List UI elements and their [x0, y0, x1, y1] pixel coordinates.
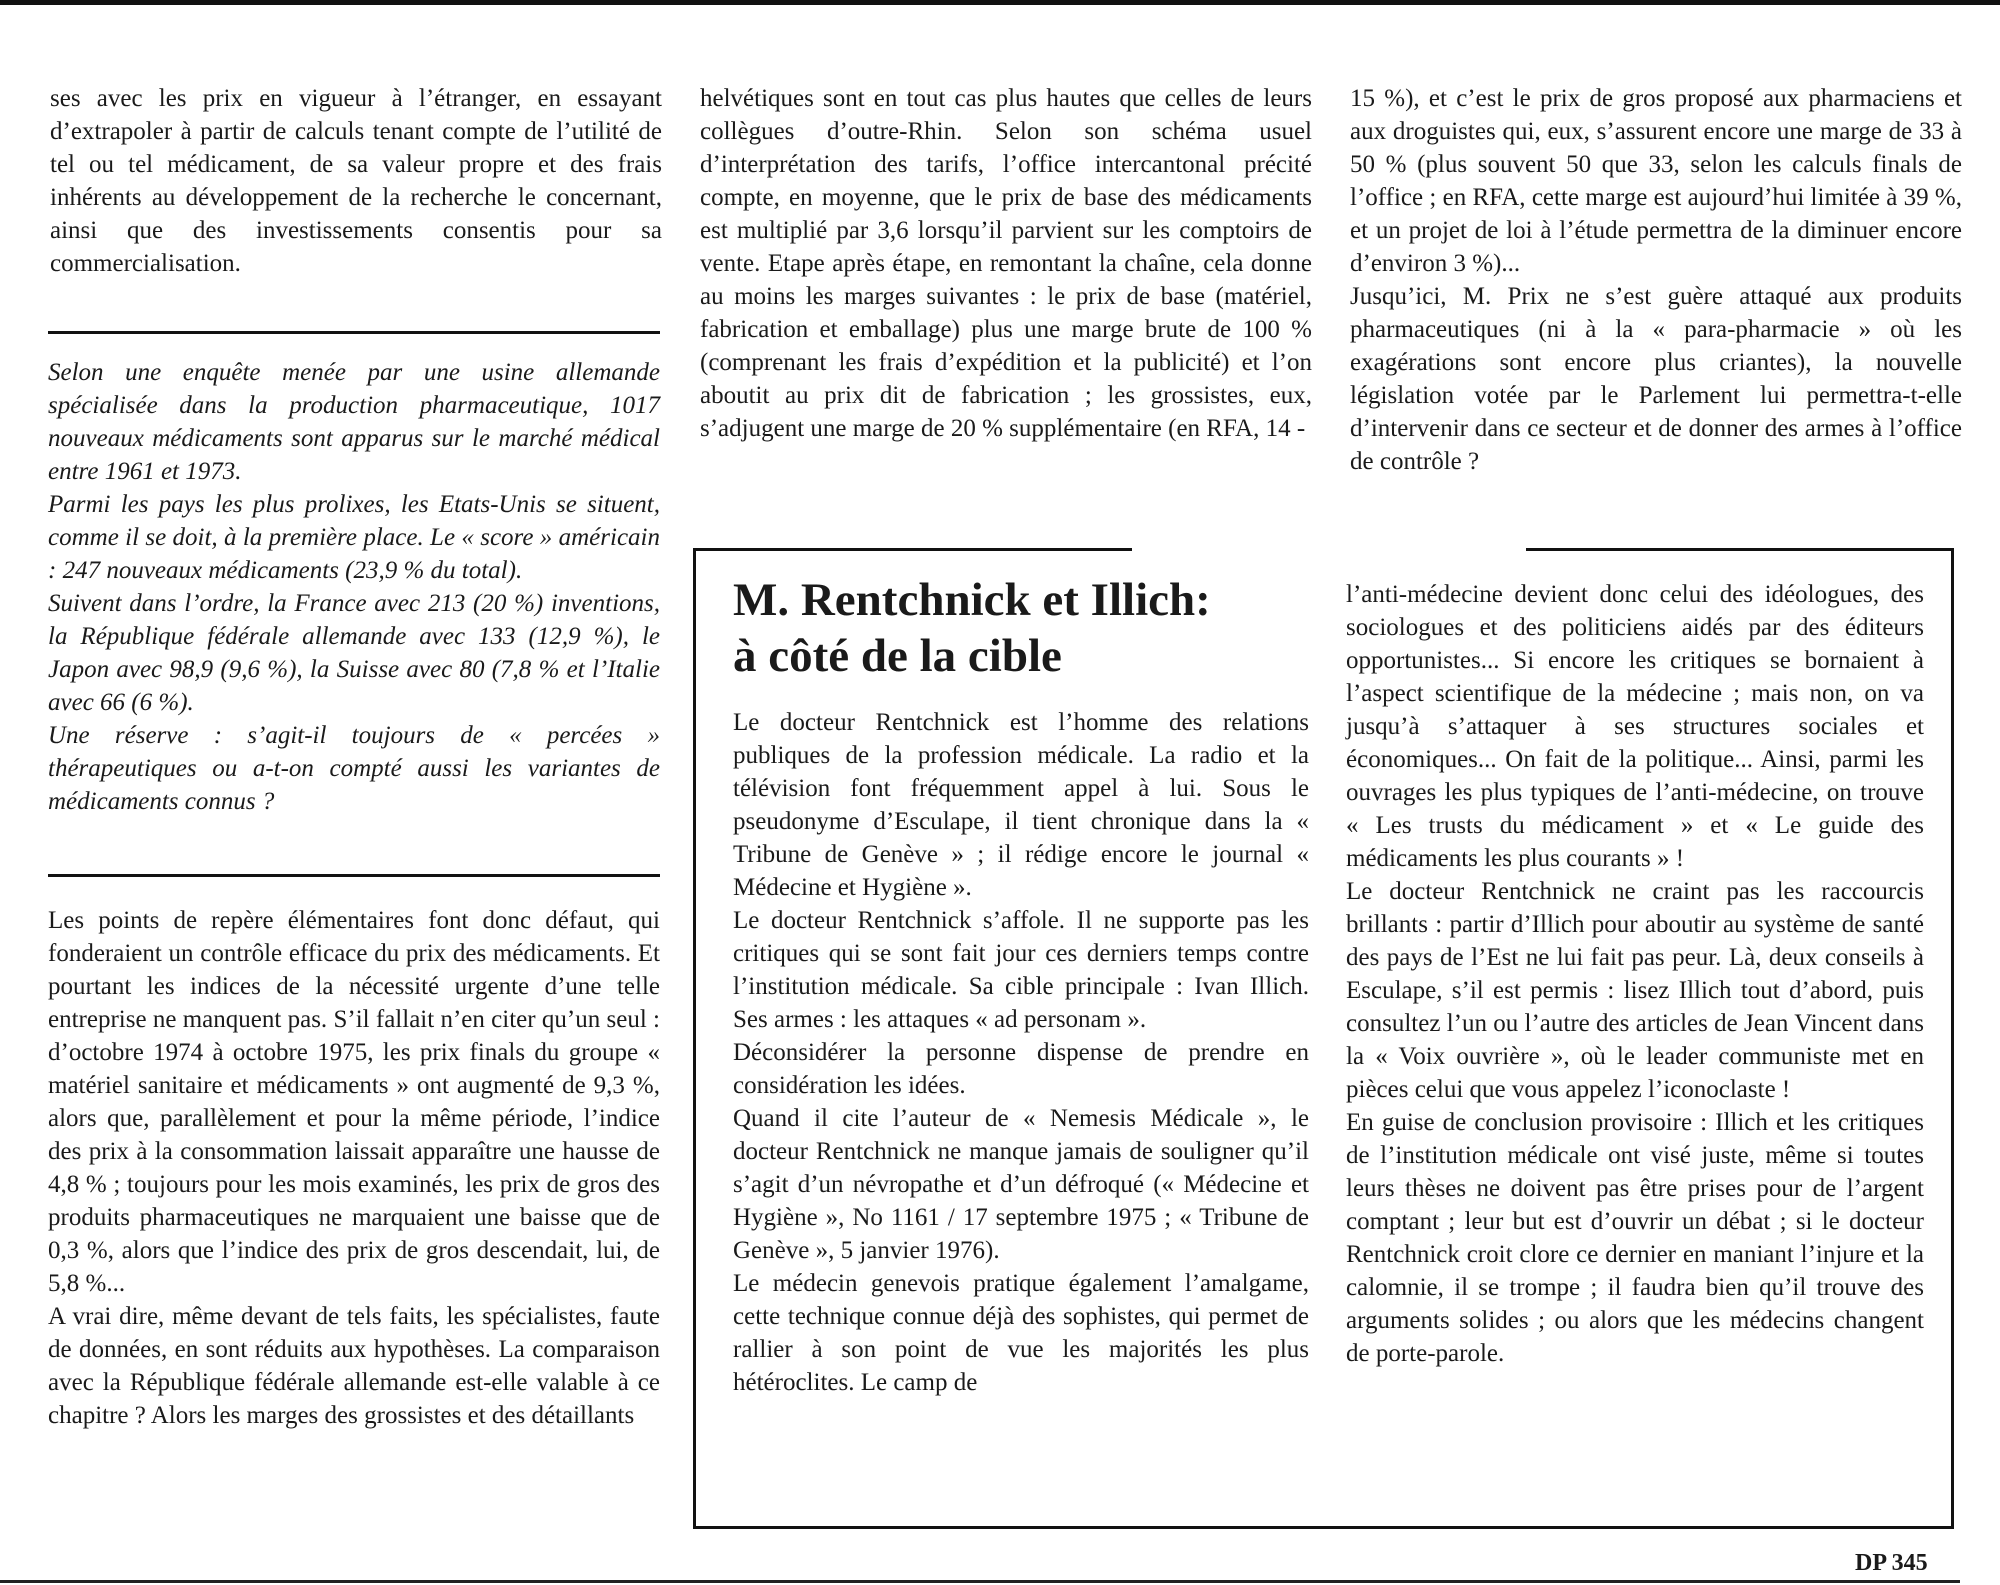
sidebar-paragraph: Suivent dans l’ordre, la France avec 213 (20 %) inventions, la République fédérale allemande avec 133 (12,9 %), le Japon avec 98,9 (9,6 %), la Suisse avec 80 (7,8 % et l’Italie avec 66 (6 %). [48, 590, 660, 716]
statistics-sidebar [48, 356, 660, 818]
paragraph: Le docteur Rentchnick est l’homme des relations publiques de la profession médicale. La radio et la télévision font fréquemment appel à lui. Sous le pseudonyme d’Esculape, il tient chronique dans la « Tribune de Genève » ; il rédige encore le journal « Médecine et Hygiène ». [733, 709, 1309, 901]
paragraph: Déconsidérer la personne dispense de prendre en considération les idées. [733, 1039, 1309, 1099]
frame-gap [1132, 546, 1526, 552]
paragraph: En guise de conclusion provisoire : Illich et les critiques de l’institution médicale ont visé juste, même si toutes leurs thèses ne doivent pas être prises pour de l’argent comptant ; leur but est d’ouvrir un débat ; si le docteur Rentchnick croit clore ce dernier en maniant l’injure et la calomnie, il se trompe ; il faudra bien qu’il trouve des arguments solides ; ou alors que les médecins changent de porte-parole. [1346, 1109, 1924, 1367]
sidebar-top-rule [48, 331, 660, 334]
paragraph: ses avec les prix en vigueur à l’étranger, en essayant d’extrapoler à partir de calculs tenant compte de l’utilité de tel ou tel médicament, de sa valeur propre et des frais inhérents au développement de la recherche le concernant, ainsi que des investissements consentis pour sa commercialisation. [50, 85, 662, 277]
headline-line: M. Rentchnick et Illich: [733, 574, 1211, 626]
paragraph: Jusqu’ici, M. Prix ne s’est guère attaqué aux produits pharmaceutiques (ni à la « para-pharmacie » où les exagérations sont encore plus criantes), la nouvelle législation votée par le Parlement lui permettra-t-elle d’intervenir dans ce secteur et de donner des armes à l’office de contrôle ? [1350, 283, 1962, 475]
headline-line: à côté de la cible [733, 630, 1062, 682]
left-column-bottom-text [48, 904, 660, 1432]
left-column-top-text [50, 82, 662, 280]
boxed-article-left-column [733, 706, 1309, 1399]
page-number: DP 345 [1855, 1550, 1928, 1576]
bottom-border [0, 1580, 1960, 1583]
sidebar-bottom-rule [48, 874, 660, 877]
middle-column-text [700, 82, 1312, 445]
paragraph: Le docteur Rentchnick s’affole. Il ne supporte pas les critiques qui se sont fait jour ces derniers temps contre l’institution médicale. Sa cible principale : Ivan Illich. Ses armes : les attaques « ad personam ». [733, 907, 1309, 1033]
paragraph: Le médecin genevois pratique également l’amalgame, cette technique connue déjà des sophistes, qui permet de rallier à son point de vue les majorités les plus hétéroclites. Le camp de [733, 1270, 1309, 1396]
boxed-article-right-column [1346, 578, 1924, 1370]
paragraph: Les points de repère élémentaires font donc défaut, qui fonderaient un contrôle efficace du prix des médicaments. Et pourtant les indices de la nécessité urgente d’une telle entreprise ne manquent pas. S’il fallait n’en citer qu’un seul : d’octobre 1974 à octobre 1975, les prix finals du groupe « matériel sanitaire et médicaments » ont augmenté de 9,3 %, alors que, parallèlement et pour la même période, l’indice des prix à la consommation laissait apparaître une hausse de 4,8 % ; toujours pour les mois examinés, les prix de gros des produits pharmaceutiques ne marquaient une baisse que de 0,3 %, alors que l’indice des prix de gros descendait, lui, de 5,8 %... [48, 907, 660, 1297]
paragraph: helvétiques sont en tout cas plus hautes que celles de leurs collègues d’outre-Rhin. Selon son schéma usuel d’interprétation des tarifs, l’office intercantonal précité compte, en moyenne, que le prix de base des médicaments est multiplié par 3,6 lorsqu’il parvient sur les comptoirs de vente. Etape après étape, en remontant la chaîne, cela donne au moins les marges suivantes : le prix de base (matériel, fabrication et emballage) plus une marge brute de 100 % (comprenant les frais d’expédition et la publicité) et l’on aboutit au prix dit de fabrication ; les grossistes, eux, s’adjugent une marge de 20 % supplémentaire (en RFA, 14 - [700, 85, 1312, 442]
right-column-text [1350, 82, 1962, 478]
boxed-article-headline [733, 572, 1293, 684]
sidebar-paragraph: Une réserve : s’agit-il toujours de « percées » thérapeutiques ou a-t-on compté aussi les variantes de médicaments connus ? [48, 722, 660, 815]
sidebar-paragraph: Parmi les pays les plus prolixes, les Etats-Unis se situent, comme il se doit, à la première place. Le « score » américain : 247 nouveaux médicaments (23,9 % du total). [48, 491, 660, 584]
top-border [0, 0, 2000, 5]
paragraph: 15 %), et c’est le prix de gros proposé aux pharmaciens et aux droguistes qui, eux, s’assurent encore une marge de 33 à 50 % (plus souvent 50 que 33, selon les calculs finals de l’office ; en RFA, cette marge est aujourd’hui limitée à 39 %, et un projet de loi à l’étude permettra de la diminuer encore d’environ 3 %)... [1350, 85, 1962, 277]
paragraph: Le docteur Rentchnick ne craint pas les raccourcis brillants : partir d’Illich pour aboutir au système de santé des pays de l’Est ne lui fait pas peur. Là, deux conseils à Esculape, s’il est permis : lisez Illich tout d’abord, puis consultez l’un ou l’autre des articles de Jean Vincent dans la « Voix ouvrière », où le leader communiste met en pièces celui que vous appelez l’iconoclaste ! [1346, 878, 1924, 1103]
sidebar-paragraph: Selon une enquête menée par une usine allemande spécialisée dans la production pharmaceutique, 1017 nouveaux médicaments sont apparus sur le marché médical entre 1961 et 1973. [48, 359, 660, 485]
paragraph: l’anti-médecine devient donc celui des idéologues, des sociologues et des politiciens aidés par des éditeurs opportunistes... Si encore les critiques se bornaient à l’aspect scientifique de la médecine ; mais non, on va jusqu’à s’attaquer à ses structures sociales et économiques... On fait de la politique... Ainsi, parmi les ouvrages les plus typiques de l’anti-médecine, on trouve « Les trusts du médicament » et « Le guide des médicaments les plus courants » ! [1346, 581, 1924, 872]
paragraph: A vrai dire, même devant de tels faits, les spécialistes, faute de données, en sont réduits aux hypothèses. La comparaison avec la République fédérale allemande est-elle valable à ce chapitre ? Alors les marges des grossistes et des détaillants [48, 1303, 660, 1429]
paragraph: Quand il cite l’auteur de « Nemesis Médicale », le docteur Rentchnick ne manque jamais de souligner qu’il s’agit d’un névropathe et d’un défroqué (« Médecine et Hygiène », No 1161 / 17 septembre 1975 ; « Tribune de Genève », 5 janvier 1976). [733, 1105, 1309, 1264]
